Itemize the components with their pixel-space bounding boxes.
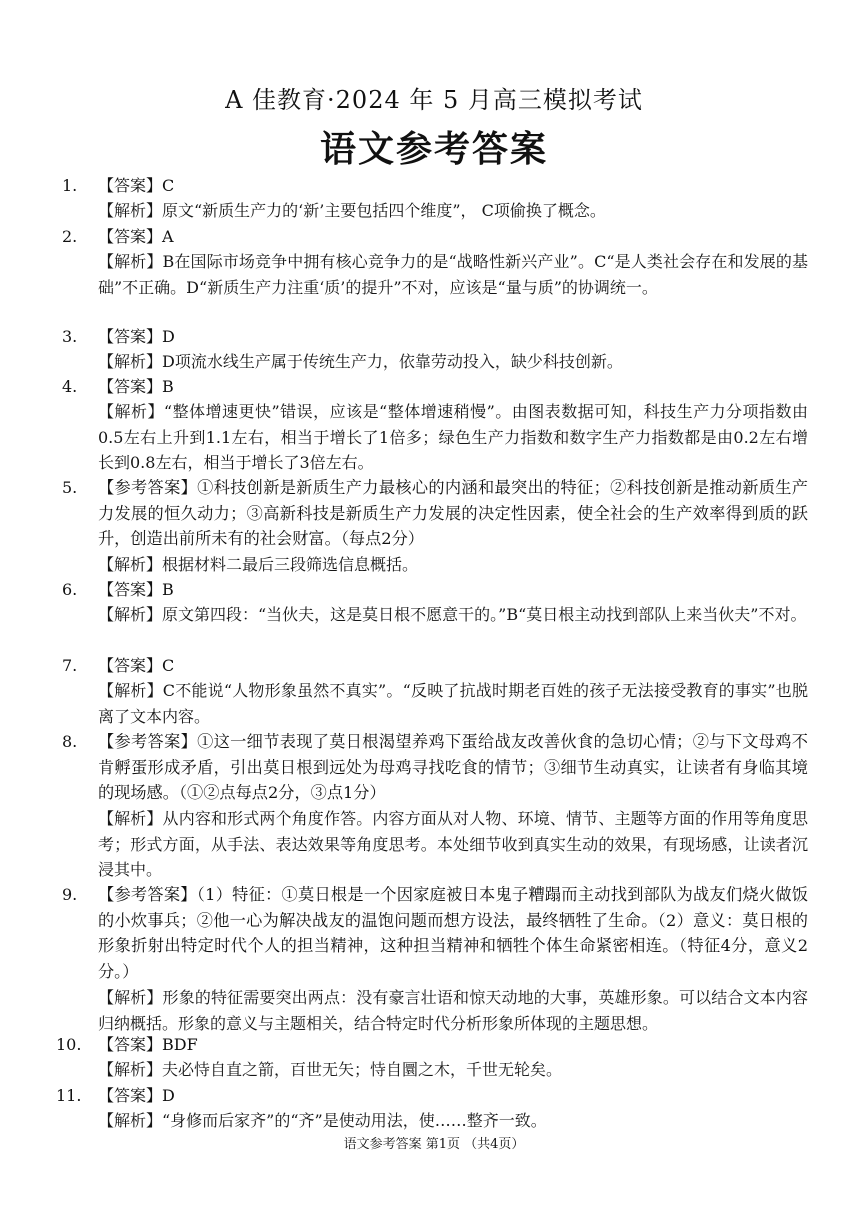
answer-label: 【答案】 [98,1035,163,1054]
question-number: 3. [62,327,78,346]
question-number: 8. [62,732,78,751]
explanation: 【解析】形象的特征需要突出两点：没有豪言壮语和惊天动地的大事，英雄形象。可以结合文本内容归纳概括。形象的意义与主题相关，结合特定时代分析形象所体现的主题思想。 [98,988,808,1033]
question-number: 6. [62,580,78,599]
answer-line [98,577,174,602]
answer-label: 【答案】 [98,327,163,346]
answer-value: C [162,656,175,675]
question-number: 7. [62,656,78,675]
answer-line [98,653,174,678]
explanation: 【解析】“身修而后家齐”的“齐”是使动用法，使……整齐一致。 [98,1111,547,1130]
answer-label: 【答案】 [98,176,163,195]
answer-value: D [162,327,175,346]
reference-answer: 【参考答案】①这一细节表现了莫日根渴望养鸡下蛋给战友改善伙食的急切心情；②与下文母鸡不肯孵蛋形成矛盾，引出莫日根到远处为母鸡寻找吃食的情节；③细节生动真实，让读者有身临其境的现场感。（①②点每点2分，③点1分） [98,732,808,802]
answer-label: 【答案】 [98,227,163,246]
answer-label: 【答案】 [98,656,163,675]
explanation: 【解析】D项流水线生产属于传统生产力，依靠劳动投入，缺少科技创新。 [98,352,623,371]
question-number: 4. [62,377,78,396]
reference-answer: 【参考答案】①科技创新是新质生产力最核心的内涵和最突出的特征；②科技创新是推动新质生产力发展的恒久动力；③高新科技是新质生产力发展的决定性因素，使全社会的生产效率得到质的跃升，创造出前所未有的社会财富。（每点2分） [98,478,808,548]
explanation: 【解析】从内容和形式两个角度作答。内容方面从对人物、环境、情节、主题等方面的作用等角度思考；形式方面，从手法、表达效果等角度思考。本处细节收到真实生动的效果，有现场感，让读者沉浸其中。 [98,809,808,879]
answer-value: B [162,377,174,396]
answer-line [98,324,175,349]
explanation: 【解析】B在国际市场竞争中拥有核心竞争力的是“战略性新兴产业”。C“是人类社会存在和发展的基础”不正确。D“新质生产力注重‘质’的提升”不对，应该是“量与质”的协调统一。 [98,252,808,297]
explanation: 【解析】根据材料二最后三段筛选信息概括。 [98,555,419,574]
question-number: 11. [56,1086,82,1105]
page-title: 语文参考答案 [319,129,548,170]
question-number: 1. [62,176,78,195]
answer-line [98,1032,198,1057]
answer-line [98,374,174,399]
question-number: 5. [62,478,78,497]
answer-value: A [162,227,174,246]
answer-label: 【答案】 [98,1086,163,1105]
answer-label: 【答案】 [98,580,163,599]
question-number: 2. [62,227,78,246]
explanation: 【解析】原文“新质生产力的‘新’主要包括四个维度”， C项偷换了概念。 [98,201,606,220]
answer-line [98,1083,175,1108]
question-number: 10. [56,1035,82,1054]
answer-line [98,173,174,198]
explanation: 【解析】“整体增速更快”错误，应该是“整体增速稍慢”。由图表数据可知，科技生产力分项指数由0.5左右上升到1.1左右，相当于增长了1倍多；绿色生产力指数和数字生产力指数都是由0.2左右增长到0.8左右，相当于增长了3倍左右。 [98,402,808,472]
explanation: 【解析】夫必恃自直之箭，百世无矢；恃自圜之木，千世无轮矣。 [98,1060,563,1079]
answer-value: BDF [162,1035,198,1054]
answer-value: C [162,176,175,195]
page-footer: 语文参考答案 第1页 （共4页） [343,1137,525,1152]
answer-value: D [162,1086,175,1105]
explanation: 【解析】C不能说“人物形象虽然不真实”。“反映了抗战时期老百姓的孩子无法接受教育的事实”也脱离了文本内容。 [98,681,808,726]
answer-line [98,224,174,249]
explanation: 【解析】原文第四段：“当伙夫，这是莫日根不愿意干的。”B“莫日根主动找到部队上来当伙夫”不对。 [98,605,807,624]
question-number: 9. [62,885,78,904]
exam-header: A 佳教育·2024 年 5 月高三模拟考试 [225,86,643,114]
answer-label: 【答案】 [98,377,163,396]
answer-value: B [162,580,174,599]
reference-answer: 【参考答案】（1）特征：①莫日根是一个因家庭被日本鬼子糟蹋而主动找到部队为战友们烧火做饭的小炊事兵；②他一心为解决战友的温饱问题而想方设法，最终牺牲了生命。（2）意义：莫日根的形象折射出特定时代个人的担当精神，这种担当精神和牺牲个体生命紧密相连。（特征4分，意义2分。） [98,885,808,981]
